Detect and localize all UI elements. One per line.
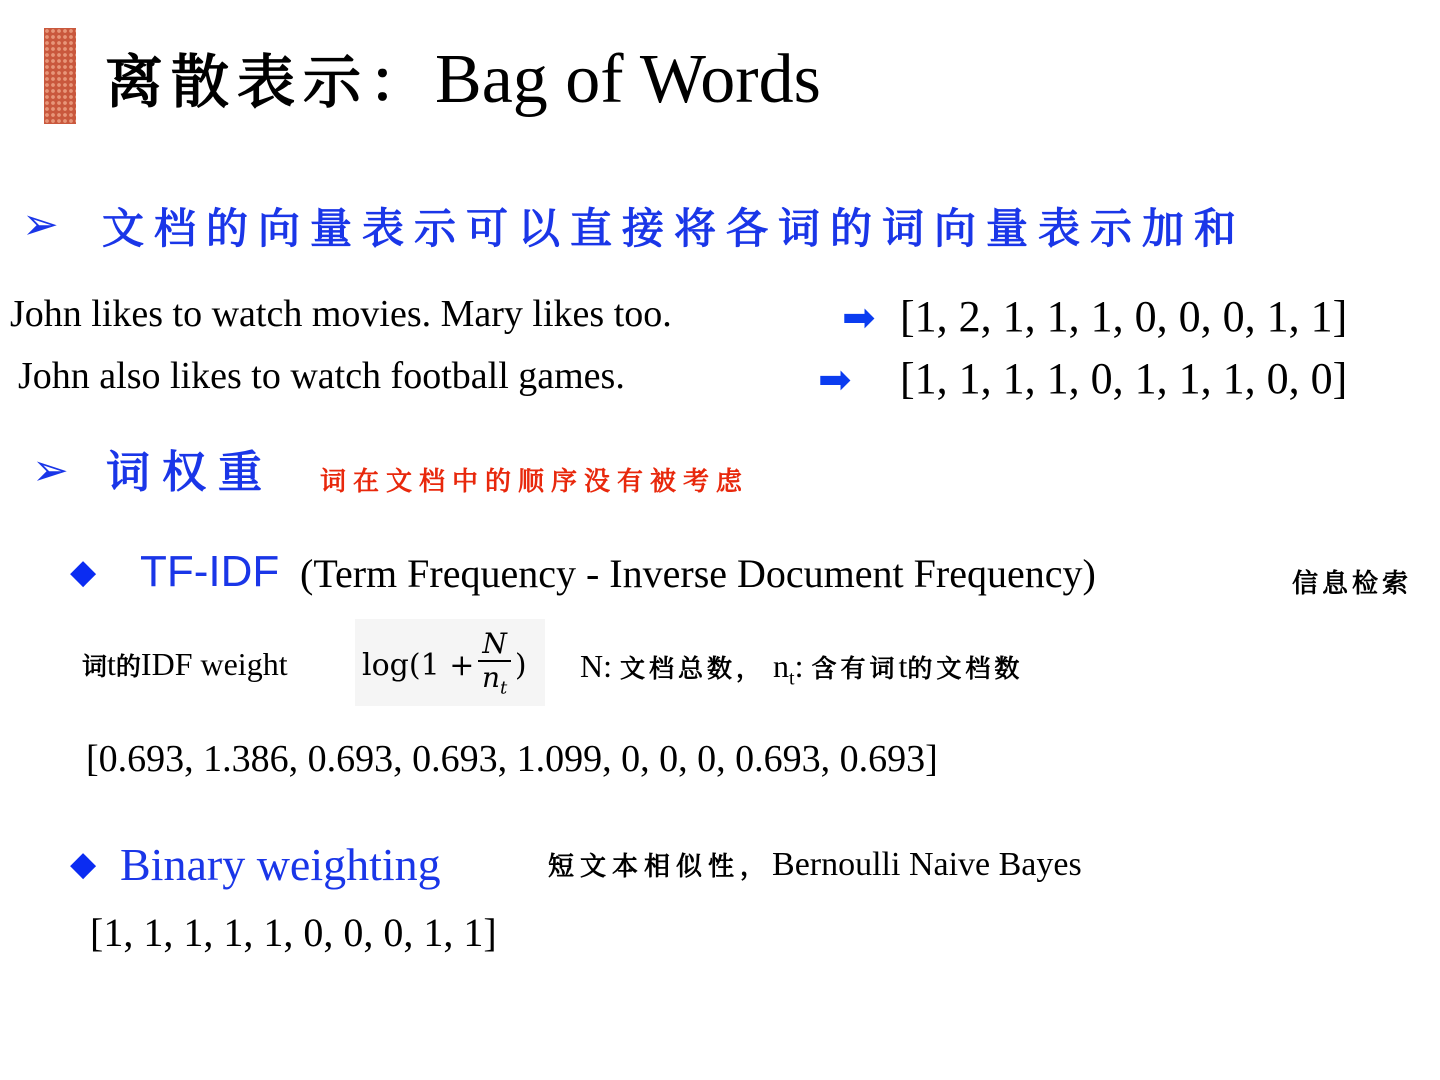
formula-denominator-sub: t <box>499 677 508 699</box>
formula-fraction <box>478 628 511 705</box>
binary-vector: [1, 1, 1, 1, 1, 0, 0, 0, 1, 1] <box>90 910 497 955</box>
binary-weighting-name: Binary weighting <box>120 839 441 890</box>
title-accent-bar <box>44 28 76 124</box>
nt-colon: : <box>794 648 804 684</box>
diamond-bullet-icon: ◆ <box>70 844 97 884</box>
title-english: Bag of Words <box>435 41 821 118</box>
binary-weighting-note <box>548 844 1082 888</box>
variable-description <box>580 646 1023 698</box>
example-vector-2: [1, 1, 1, 1, 0, 1, 1, 1, 0, 0] <box>900 354 1348 403</box>
right-arrow-icon: ➡ <box>842 295 876 341</box>
formula-prefix: log(1 + <box>362 648 475 684</box>
tfidf-name: TF-IDF <box>140 547 280 596</box>
example-sentence-2: John also likes to watch football games. <box>18 355 625 397</box>
nt-description-zh2: 的文档数 <box>907 654 1024 683</box>
tfidf-full-name: (Term Frequency - Inverse Document Frequency) <box>300 551 1096 596</box>
n-description: 文档总数， <box>620 654 766 683</box>
example-vector-1: [1, 2, 1, 1, 1, 0, 0, 0, 1, 1] <box>900 292 1348 341</box>
bullet-arrow-icon: ➢ <box>22 199 59 250</box>
bullet-doc-vector: 文档的向量表示可以直接将各词的词向量表示加和 <box>102 204 1247 253</box>
example-sentence-1: John likes to watch movies. Mary likes too. <box>10 293 672 335</box>
tfidf-vector: [0.693, 1.386, 0.693, 0.693, 1.099, 0, 0, 0, 0.693, 0.693] <box>86 738 938 780</box>
title-chinese: 离散表示： <box>105 48 436 116</box>
idf-label-t: t <box>107 646 116 682</box>
idf-label-zh: 词 <box>82 652 108 681</box>
nt-description-zh1: 含有词 <box>811 654 899 683</box>
formula-denominator-base: n <box>481 661 500 694</box>
nt-sub: t <box>789 667 795 690</box>
n-label: N: <box>580 648 612 684</box>
formula-denominator <box>482 662 507 705</box>
binary-note-zh: 短文本相似性， <box>548 852 773 882</box>
right-arrow-icon: ➡ <box>818 357 852 403</box>
bullet-word-weight: 词权重 <box>106 447 274 498</box>
nt-description-t: t <box>898 648 908 684</box>
formula-numerator: N <box>478 628 511 662</box>
page-title <box>105 38 821 124</box>
diamond-bullet-icon: ◆ <box>70 552 97 592</box>
binary-note-en: Bernoulli Naive Bayes <box>772 846 1082 883</box>
formula-suffix: ) <box>514 648 527 684</box>
idf-label-zh2: 的 <box>115 652 141 681</box>
order-note: 词在文档中的顺序没有被考虑 <box>320 467 750 497</box>
idf-weight-label <box>82 644 288 687</box>
information-retrieval-note: 信息检索 <box>1292 569 1413 599</box>
idf-formula <box>362 628 527 705</box>
bullet-arrow-icon: ➢ <box>32 445 69 496</box>
nt-label: n <box>773 648 790 684</box>
idf-label-en: IDF weight <box>140 646 288 682</box>
